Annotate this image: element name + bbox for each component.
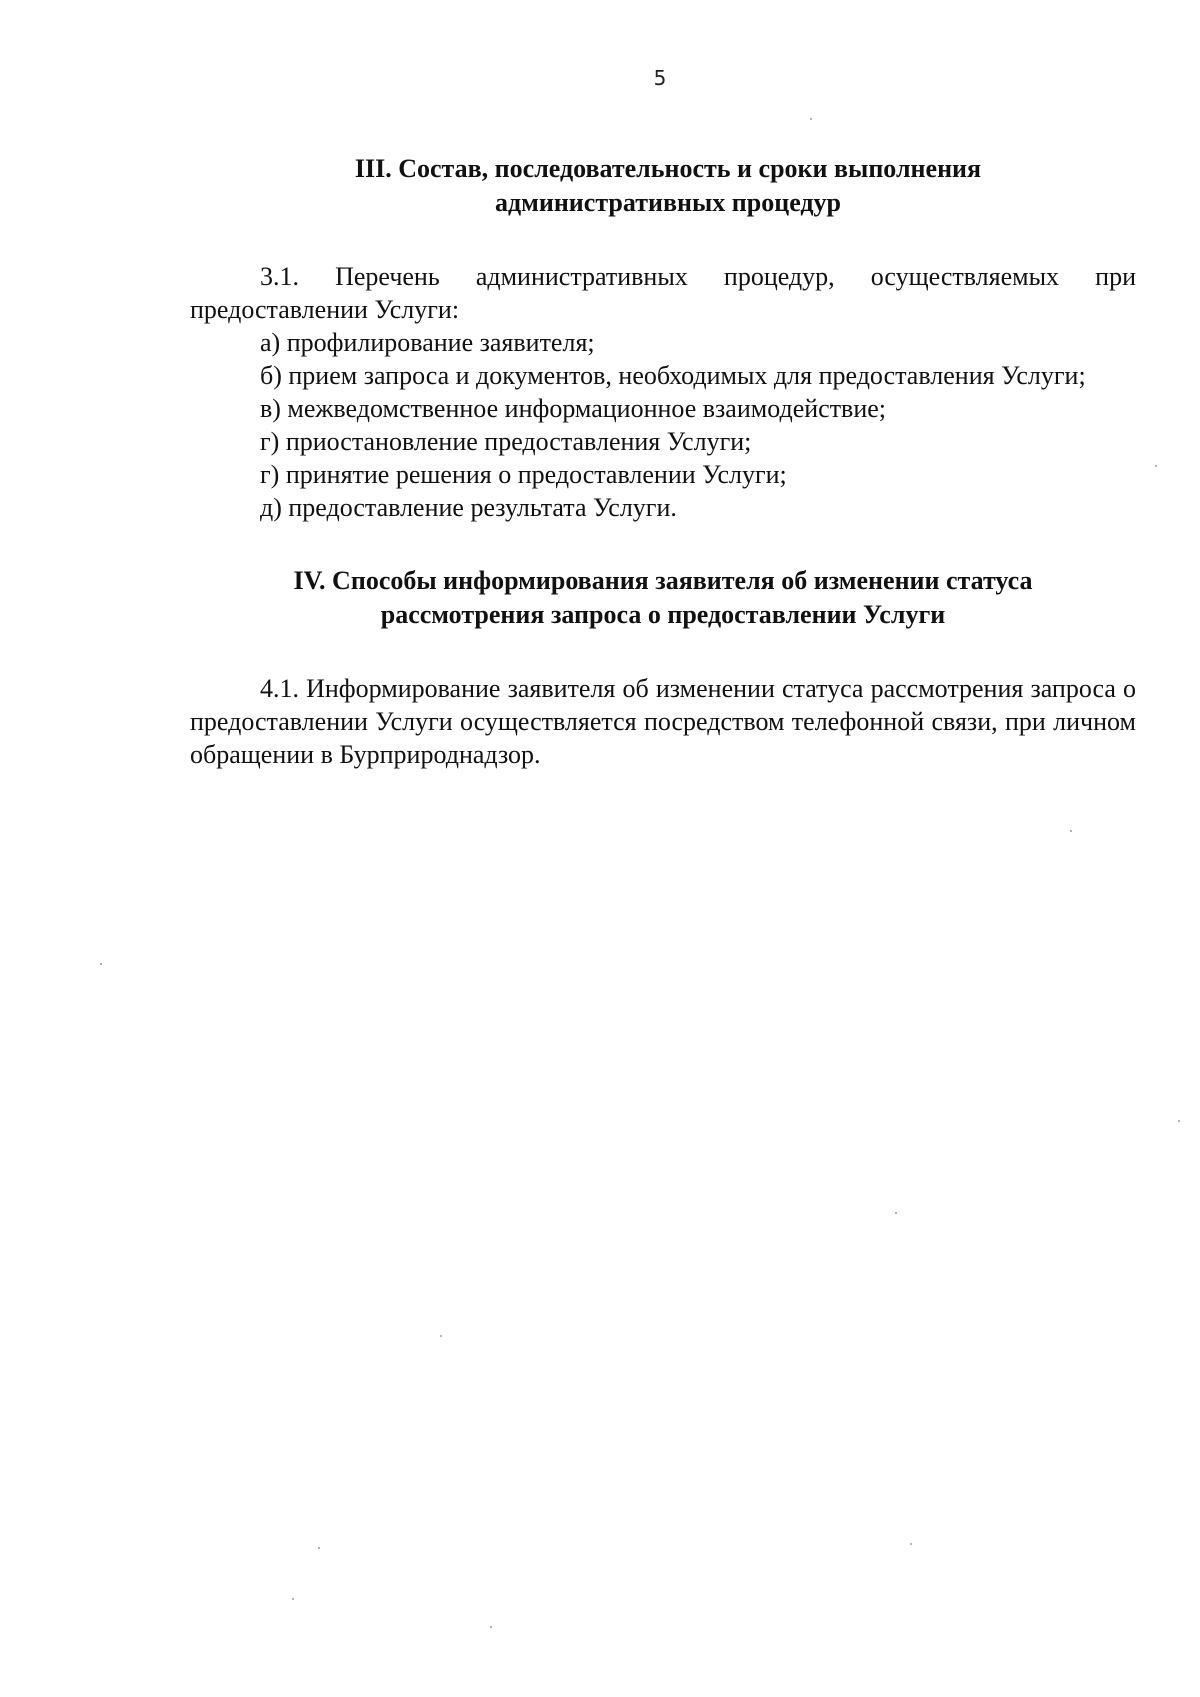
scan-speck bbox=[318, 1547, 320, 1549]
section-3-heading-line1: III. Состав, последовательность и сроки выполнения bbox=[354, 154, 982, 183]
list-item-g2: г) принятие решения о предоставлении Услуги; bbox=[260, 460, 787, 489]
scan-speck bbox=[810, 118, 812, 120]
section-3-heading bbox=[200, 152, 1136, 220]
scan-speck bbox=[910, 1543, 912, 1545]
section-4 bbox=[190, 564, 1136, 771]
paragraph-3-1: 3.1. Перечень административных процедур, осуществляемых при предоставлении Услуги: bbox=[190, 262, 1136, 324]
section-3 bbox=[190, 152, 1136, 524]
scan-speck bbox=[1178, 1120, 1180, 1122]
scan-speck bbox=[1070, 830, 1072, 832]
scan-speck bbox=[292, 1598, 294, 1600]
scan-speck bbox=[490, 1626, 492, 1628]
paragraph-4-1: 4.1. Информирование заявителя об изменении статуса рассмотрения запроса о предоставлении Услуги осуществляется посредством телефонной связи, при личном обращении в Бурприроднадзор. bbox=[190, 674, 1136, 769]
list-item-a: а) профилирование заявителя; bbox=[260, 328, 595, 357]
list-item-d: д) предоставление результата Услуги. bbox=[260, 493, 677, 522]
scan-speck bbox=[895, 1212, 897, 1214]
section-4-heading bbox=[190, 564, 1136, 632]
list-item-b: б) прием запроса и документов, необходимых для предоставления Услуги; bbox=[260, 361, 1086, 390]
section-4-heading-line2: рассмотрения запроса о предоставлении Услуги bbox=[380, 600, 946, 629]
section-3-heading-line2: административных процедур bbox=[494, 188, 842, 217]
scan-speck bbox=[440, 1335, 442, 1337]
list-item-g1: г) приостановление предоставления Услуги; bbox=[260, 427, 752, 456]
scan-speck bbox=[100, 963, 102, 965]
document-body bbox=[190, 152, 1136, 771]
scan-speck bbox=[1155, 465, 1157, 467]
section-4-heading-line1: IV. Способы информирования заявителя об изменении статуса bbox=[293, 566, 1033, 595]
list-item-v: в) межведомственное информационное взаимодействие; bbox=[260, 394, 887, 423]
page-number: 5 bbox=[653, 66, 667, 90]
